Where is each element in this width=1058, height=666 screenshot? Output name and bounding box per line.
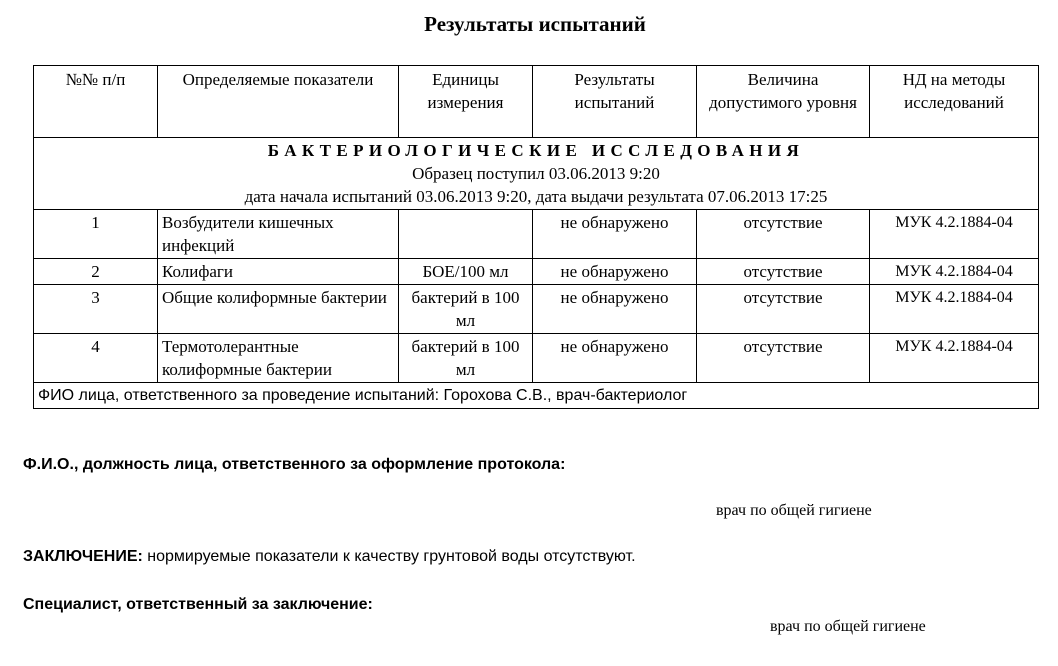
table-row <box>34 210 1039 259</box>
conclusion <box>23 548 636 566</box>
row-limit: отсутствие <box>697 259 870 285</box>
row-indicator: Термотолерантные колиформные бактерии <box>158 334 399 383</box>
row-nd: МУК 4.2.1884-04 <box>870 285 1039 334</box>
row-result: не обнаружено <box>533 210 697 259</box>
row-indicator: Общие колиформные бактерии <box>158 285 399 334</box>
row-nd: МУК 4.2.1884-04 <box>870 210 1039 259</box>
row-unit <box>399 210 533 259</box>
row-number: 2 <box>34 259 158 285</box>
row-limit: отсутствие <box>697 334 870 383</box>
table-row <box>34 259 1039 285</box>
header-limit: Величина допустимого уровня <box>697 66 870 138</box>
protocol-position: врач по общей гигиене <box>716 502 872 519</box>
row-number: 3 <box>34 285 158 334</box>
header-number: №№ п/п <box>34 66 158 138</box>
row-number: 4 <box>34 334 158 383</box>
conclusion-text: нормируемые показатели к качеству грунтовой воды отсутствуют. <box>147 548 636 565</box>
conclusion-label: ЗАКЛЮЧЕНИЕ: <box>23 548 143 565</box>
specialist-position: врач по общей гигиене <box>770 618 926 635</box>
row-unit: БОЕ/100 мл <box>399 259 533 285</box>
header-unit: Единицы измерения <box>399 66 533 138</box>
test-dates: дата начала испытаний 03.06.2013 9:20, дата выдачи результата 07.06.2013 17:25 <box>244 187 828 206</box>
row-result: не обнаружено <box>533 334 697 383</box>
header-indicator: Определяемые показатели <box>158 66 399 138</box>
row-indicator: Возбудители кишечных инфекций <box>158 210 399 259</box>
results-table <box>33 65 1039 409</box>
header-result: Результаты испытаний <box>533 66 697 138</box>
header-nd: НД на методы исследований <box>870 66 1039 138</box>
responsible-person: ФИО лица, ответственного за проведение испытаний: Горохова С.В., врач-бактериолог <box>34 383 1039 409</box>
row-unit: бактерий в 100 мл <box>399 334 533 383</box>
row-nd: МУК 4.2.1884-04 <box>870 334 1039 383</box>
row-limit: отсутствие <box>697 210 870 259</box>
row-result: не обнаружено <box>533 259 697 285</box>
row-number: 1 <box>34 210 158 259</box>
row-nd: МУК 4.2.1884-04 <box>870 259 1039 285</box>
protocol-label: Ф.И.О., должность лица, ответственного за оформление протокола: <box>23 456 566 473</box>
section-row <box>34 138 1039 210</box>
page-title: Результаты испытаний <box>424 12 646 36</box>
row-unit: бактерий в 100 мл <box>399 285 533 334</box>
section-title: БАКТЕРИОЛОГИЧЕСКИЕ ИССЛЕДОВАНИЯ <box>267 141 805 160</box>
row-limit: отсутствие <box>697 285 870 334</box>
sample-received: Образец поступил 03.06.2013 9:20 <box>412 164 660 183</box>
row-indicator: Колифаги <box>158 259 399 285</box>
table-row <box>34 285 1039 334</box>
row-result: не обнаружено <box>533 285 697 334</box>
table-row <box>34 334 1039 383</box>
responsible-row <box>34 383 1039 409</box>
specialist-label: Специалист, ответственный за заключение: <box>23 596 373 613</box>
table-header-row <box>34 66 1039 138</box>
